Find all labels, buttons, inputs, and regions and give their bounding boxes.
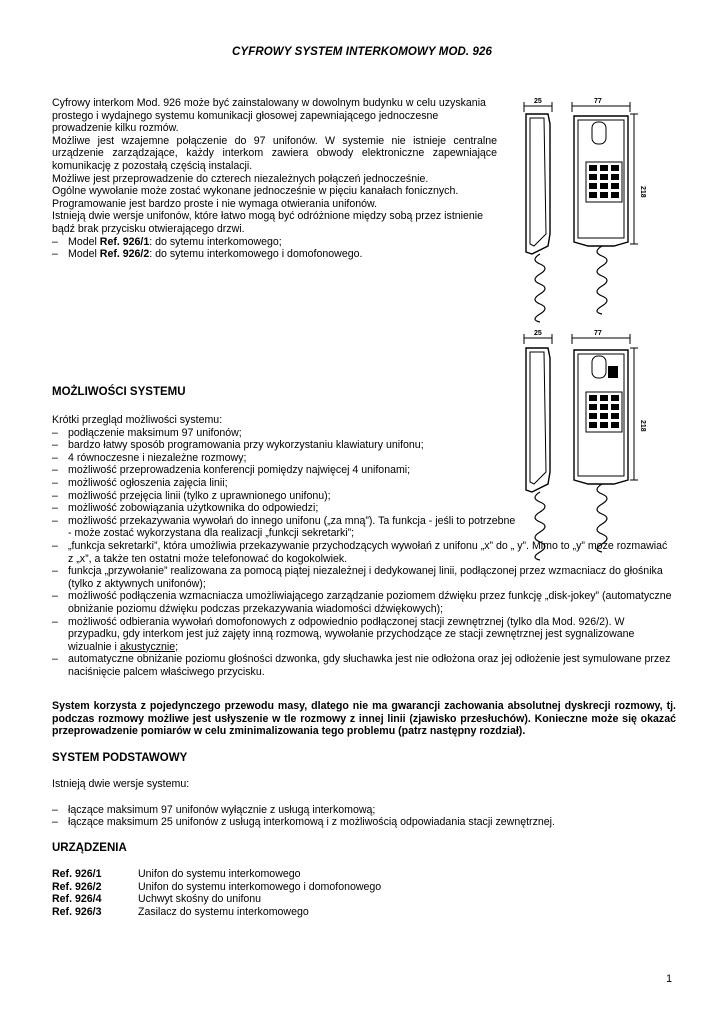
intro-paragraph: Możliwe jest wzajemne połączenie do 97 unifonów. W systemie nie istnieje centralne urządzenie zarządzające, każdy interkom zawiera obwody elektroniczne zapewniające komunikację z pozostałą częścią instalacji.	[52, 134, 497, 172]
table-row	[52, 906, 381, 919]
door-open-button-icon	[608, 366, 618, 378]
device-desc: Unifon do systemu interkomowego i domofonowego	[138, 880, 382, 893]
list-item: – możliwość przeprowadzenia konferencji pomiędzy najwięcej 4 unifonami;	[52, 464, 517, 477]
list-item	[52, 616, 674, 654]
model-ref: Ref. 926/1	[99, 235, 150, 248]
dimension-label: 218	[639, 186, 646, 198]
device-desc: Uchwyt skośny do unifonu	[138, 893, 262, 906]
intro-section	[52, 97, 497, 261]
intro-paragraph: Możliwe jest przeprowadzenie do czterech niezależnych połączeń jednocześnie.	[52, 172, 429, 185]
crosstalk-warning: System korzysta z pojedynczego przewodu masy, dlatego nie ma gwarancji zachowania absolutnej dyskrecji rozmowy, tj. podczas rozmowy możliwe jest usłyszenie w tle rozmowy z innej linii (zjawisko przesłuchów). Konieczne może się okazać przeprowadzenie pomiarów w celu zminimalizowania tego problemu (patrz następny rozdział).	[52, 700, 676, 738]
table-row	[52, 881, 381, 894]
table-row	[52, 868, 381, 881]
model-prefix: Model	[68, 235, 100, 248]
underlined-text: akustycznie;	[119, 640, 179, 653]
dimension-label: 25	[534, 98, 542, 105]
page-title: CYFROWY SYSTEM INTERKOMOWY MOD. 926	[232, 46, 492, 58]
device-ref: Ref. 926/2	[52, 880, 102, 893]
list-item: – 4 równoczesne i niezależne rozmowy;	[52, 452, 517, 465]
model-desc: : do sytemu interkomowego i domofonowego.	[149, 248, 363, 261]
device-ref: Ref. 926/1	[52, 868, 102, 880]
dimension-label: 218	[639, 420, 646, 432]
model-desc: : do sytemu interkomowego;	[149, 235, 282, 248]
intro-paragraph: Cyfrowy interkom Mod. 926 może być zainstalowany w dowolnym budynku w celu uzyskania prostego i wydajnego systemu komunikacji głosowej zapewniającego jednoczesne prowadzenie kilku rozmów.	[52, 97, 486, 135]
list-item: – łączące maksimum 25 unifonów z usługą interkomową i z możliwością odpowiadania stacji zewnętrznej.	[52, 816, 672, 829]
list-item: – automatyczne obniżanie poziomu głośności dzwonka, gdy słuchawka jest nie odłożona oraz jej odłożenie jest symulowane przez naciśnięcie palcem właściwego przycisku.	[52, 653, 674, 678]
section-heading-devices: URZĄDZENIA	[52, 842, 127, 854]
list-item: – funkcja „przywołanie” realizowana za pomocą piątej niezależnej i dedykowanej linii, podłączonej przez wzmacniacz do głośnika (tylko z aktywnych unifonów);	[52, 565, 674, 590]
model-list	[52, 236, 497, 261]
basic-system-intro: Istnieją dwie wersje systemu:	[52, 778, 190, 790]
basic-system-list	[52, 804, 672, 829]
possibilities-list-wide	[52, 540, 674, 679]
dimension-label: 25	[534, 330, 542, 337]
table-row	[52, 893, 381, 906]
page-number: 1	[666, 973, 672, 985]
dimension-label: 77	[594, 98, 602, 105]
basic-system-section	[52, 778, 672, 829]
intro-paragraph: Ogólne wywołanie może zostać wykonane jednocześnie w pięciu kanałach fonicznych.	[52, 185, 459, 198]
model-prefix: Model	[68, 248, 100, 261]
device-desc: Zasilacz do systemu interkomowego	[138, 905, 309, 918]
list-item: – „funkcja sekretarki”, która umożliwia przekazywanie przychodzących wywołań z unifonu „x” do „ y”. Mimo to „y” może rozmawiać z „x”, a także ten ostatni może telefonować do kogokolwiek.	[52, 540, 674, 565]
list-item: – możliwość przejęcia linii (tylko z uprawnionego unifonu);	[52, 490, 517, 503]
interphone-drawing-926-1	[504, 94, 644, 322]
section-heading-basic-system: SYSTEM PODSTAWOWY	[52, 752, 188, 764]
intro-paragraph: Istnieją dwie wersje unifonów, które łatwo mogą być odróżnione między sobą przez istnienie bądź brak przycisku otwierającego drzwi.	[52, 210, 484, 235]
section-heading-possibilities: MOŻLIWOŚCI SYSTEMU	[52, 386, 186, 398]
list-item: – możliwość zobowiązania użytkownika do odpowiedzi;	[52, 502, 517, 515]
intro-paragraph: Programowanie jest bardzo proste i nie wymaga otwierania unifonów.	[52, 197, 378, 210]
device-ref: Ref. 926/3	[52, 905, 102, 918]
device-desc: Unifon do systemu interkomowego	[138, 868, 301, 880]
list-item	[52, 248, 497, 261]
list-item: – bardzo łatwy sposób programowania przy wykorzystaniu klawiatury unifonu;	[52, 439, 517, 452]
possibilities-section	[52, 414, 674, 678]
list-item: – łączące maksimum 97 unifonów wyłącznie z usługą interkomową;	[52, 804, 672, 817]
list-item: – podłączenie maksimum 97 unifonów;	[52, 427, 517, 440]
possibilities-list	[52, 427, 517, 540]
devices-table	[52, 868, 381, 918]
list-item-text: możliwość odbierania wywołań domofonowych z odpowiednio podłączonej stacji zewnętrznej (tylko dla Mod. 926/2). W przypadku, gdy interkom jest już zajęty inną rozmową, wywołanie przychodzące ze stacji zewnętrznej jest sygnalizowane wizualnie i	[68, 615, 635, 653]
list-item: – możliwość podłączenia wzmacniacza umożliwiającego zarządzanie poziomem dźwięku przez funkcję „disk-jokey” (automatyczne obniżanie poziomu dźwięku podczas przekazywania wiadomości dźwiękowych);	[52, 590, 674, 615]
model-ref: Ref. 926/2	[99, 248, 150, 261]
list-item	[52, 236, 497, 249]
list-item: – możliwość przekazywania wywołań do innego unifonu („za mną”). Ta funkcja - jeśli to potrzebne - może zostać wykorzystana dla realizacji „funkcji sekretarki”;	[52, 515, 517, 540]
list-item: – możliwość ogłoszenia zajęcia linii;	[52, 477, 517, 490]
device-ref: Ref. 926/4	[52, 893, 102, 906]
dimension-label: 77	[594, 330, 602, 337]
possibilities-intro: Krótki przegląd możliwości systemu:	[52, 414, 223, 426]
